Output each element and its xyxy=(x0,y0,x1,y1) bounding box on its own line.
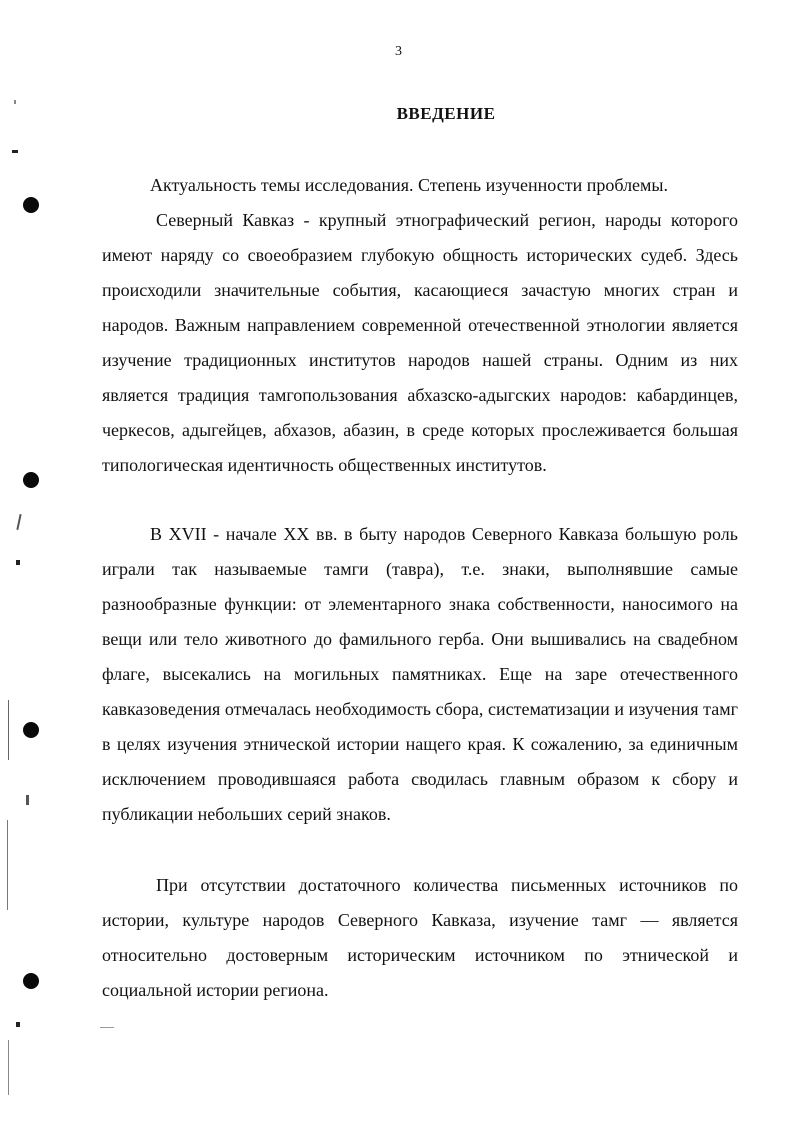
scan-mark xyxy=(8,700,9,760)
scan-mark xyxy=(12,150,18,153)
binder-hole xyxy=(23,722,39,738)
binder-hole xyxy=(23,973,39,989)
scan-mark xyxy=(26,795,29,805)
scan-mark xyxy=(14,100,16,104)
scan-mark xyxy=(16,560,20,565)
subheading: Актуальность темы исследования. Степень изученности проблемы. xyxy=(150,175,669,195)
scan-mark xyxy=(8,1040,9,1095)
paragraph-1: Северный Кавказ - крупный этнографический регион, народы которого имеют наряду со своеобразием глубокую общность исторических судеб. Здесь происходили значительные события, касающиеся зачастую многих стран и народов. Важным направлением современной отечественной этнологии является изучение традиционных институтов народов нашей страны. Одним из них является традиция тамгопользования абхазско-адыгских народов: кабардинцев, черкесов, адыгейцев, абхазов, абазин, в среде которых прослеживается большая типологическая идентичность общественных институтов. xyxy=(102,210,738,475)
binder-hole xyxy=(23,197,39,213)
scan-mark xyxy=(16,1022,20,1027)
section-heading: ВВЕДЕНИЕ xyxy=(396,104,496,123)
scan-mark xyxy=(100,1027,114,1028)
binder-hole xyxy=(23,472,39,488)
scan-mark xyxy=(16,514,21,530)
paragraph-2: В XVII - начале XX вв. в быту народов Северного Кавказа большую роль играли так называемые тамги (тавра), т.е. знаки, выполнявшие самые разнообразные функции: от элементарного знака собственности, наносимого на вещи или тело животного до фамильного герба. Они вышивались на свадебном флаге, высекались на могильных памятниках. Еще на заре отечественного кавказоведения отмечалась необходимость сбора, систематизации и изучения тамг в целях изучения этнической истории нащего края. К сожалению, за единичным исключением проводившаяся работа сводилась главным образом к сбору и публикации небольших серий знаков. xyxy=(102,524,738,824)
scan-mark xyxy=(7,820,8,910)
page-number: 3 xyxy=(395,44,402,59)
paragraph-3: При отсутствии достаточного количества письменных источников по истории, культуре народов Северного Кавказа, изучение тамг — является относительно достоверным историческим источником по этнической и социальной истории региона. xyxy=(102,875,738,1000)
